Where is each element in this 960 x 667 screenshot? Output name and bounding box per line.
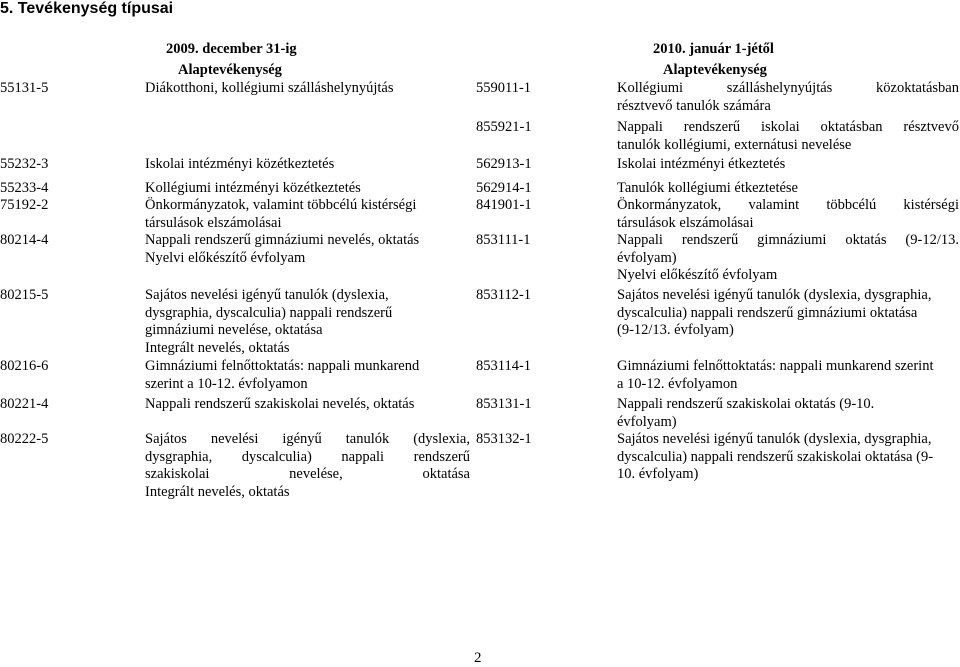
new-description-line: Nappali rendszerű gimnáziumi oktatás (9-12/13. xyxy=(617,232,959,248)
new-description-line: Kollégiumi szálláshelynyújtás közoktatásban xyxy=(617,80,959,96)
new-description-line: Nappali rendszerű szakiskolai oktatás (9-10. xyxy=(617,396,875,412)
old-description-line: dysgraphia, dyscalculia) nappali rendszerű xyxy=(145,304,393,321)
old-code: 55232-3 xyxy=(0,156,49,172)
old-description-line: Integrált nevelés, oktatás xyxy=(145,339,290,356)
right-column-subtitle: Alaptevékenység xyxy=(663,62,767,78)
section-heading: 5. Tevékenység típusai xyxy=(0,0,174,17)
old-code: 80222-5 xyxy=(0,431,49,447)
new-code: 855921-1 xyxy=(476,119,532,135)
new-description-line: 10. évfolyam) xyxy=(617,466,699,482)
new-description xyxy=(617,358,959,393)
old-description-line: szerint a 10-12. évfolyamon xyxy=(145,375,308,392)
old-description-line: Kollégiumi intézményi közétkeztetés xyxy=(145,180,361,196)
old-description xyxy=(145,396,470,414)
new-description-line: Nappali rendszerű iskolai oktatásban résztvevő xyxy=(617,119,959,135)
new-description xyxy=(617,396,959,431)
new-description-line: dyscalculia) nappali rendszerű gimnáziumi oktatása xyxy=(617,304,918,321)
new-code: 841901-1 xyxy=(476,197,532,213)
new-description xyxy=(617,232,959,285)
old-description-line: Önkormányzatok, valamint többcélú kistérségi xyxy=(145,197,417,213)
new-code: 853112-1 xyxy=(476,287,532,303)
new-description-line: Iskolai intézményi étkeztetés xyxy=(617,156,786,172)
old-code: 55131-5 xyxy=(0,80,49,96)
page-number: 2 xyxy=(474,650,482,666)
old-description xyxy=(145,287,470,357)
new-code: 853114-1 xyxy=(476,358,532,374)
old-description-line: Nappali rendszerű gimnáziumi nevelés, oktatás xyxy=(145,232,420,248)
new-description xyxy=(617,156,959,174)
old-code: 80221-4 xyxy=(0,396,49,412)
old-description-line: dysgraphia, dyscalculia) nappali rendszerű xyxy=(145,448,470,465)
new-code: 559011-1 xyxy=(476,80,532,96)
old-description-line: Integrált nevelés, oktatás xyxy=(145,483,290,500)
new-description-line: tanulók kollégiumi, externátusi nevelése xyxy=(617,136,852,153)
old-code: 55233-4 xyxy=(0,180,49,196)
new-code: 562913-1 xyxy=(476,156,532,172)
right-column-title: 2010. január 1-jétől xyxy=(653,41,774,57)
old-description xyxy=(145,197,470,232)
new-description-line: Önkormányzatok, valamint többcélú kistérségi xyxy=(617,197,959,213)
new-description xyxy=(617,180,959,198)
new-code: 853111-1 xyxy=(476,232,531,248)
left-column-subtitle: Alaptevékenység xyxy=(178,62,282,78)
new-description xyxy=(617,80,959,115)
old-code: 80214-4 xyxy=(0,232,49,248)
old-description-line: Iskolai intézményi közétkeztetés xyxy=(145,156,335,172)
new-description-line: évfolyam) xyxy=(617,249,677,266)
old-description xyxy=(145,80,470,98)
old-description-line: társulások elszámolásai xyxy=(145,214,282,231)
old-description-line: Nappali rendszerű szakiskolai nevelés, oktatás xyxy=(145,396,415,412)
new-description xyxy=(617,431,959,484)
new-description-line: társulások elszámolásai xyxy=(617,214,754,231)
old-code: 80216-6 xyxy=(0,358,49,374)
new-description-line: (9-12/13. évfolyam) xyxy=(617,322,734,338)
new-description-line: Tanulók kollégiumi étkeztetése xyxy=(617,180,798,196)
old-description xyxy=(145,180,470,198)
new-description-line: dyscalculia) nappali rendszerű szakiskolai oktatása (9- xyxy=(617,448,934,465)
new-description xyxy=(617,197,959,232)
new-description-line: Nyelvi előkészítő évfolyam xyxy=(617,267,778,283)
old-description-line: gimnáziumi nevelése, oktatása xyxy=(145,322,323,338)
old-description-line: Sajátos nevelési igényű tanulók (dyslexia, xyxy=(145,431,470,447)
new-description-line: Sajátos nevelési igényű tanulók (dyslexia, dysgraphia, xyxy=(617,431,932,447)
old-description xyxy=(145,431,470,501)
new-description xyxy=(617,119,959,154)
old-code: 75192-2 xyxy=(0,197,49,213)
new-description-line: évfolyam) xyxy=(617,413,677,430)
new-code: 853132-1 xyxy=(476,431,532,447)
old-description-line: Diákotthoni, kollégiumi szálláshelynyújtás xyxy=(145,80,394,96)
new-code: 562914-1 xyxy=(476,180,532,196)
old-description-line: Nyelvi előkészítő évfolyam xyxy=(145,249,306,266)
new-description-line: Gimnáziumi felnőttoktatás: nappali munkarend szerint xyxy=(617,358,934,374)
new-description-line: Sajátos nevelési igényű tanulók (dyslexia, dysgraphia, xyxy=(617,287,932,303)
old-code: 80215-5 xyxy=(0,287,49,303)
old-description-line: Sajátos nevelési igényű tanulók (dyslexia, xyxy=(145,287,389,303)
new-description xyxy=(617,287,959,340)
old-description xyxy=(145,232,470,267)
old-description-line: szakiskolai nevelése, oktatása xyxy=(145,466,470,482)
old-description-line: Gimnáziumi felnőttoktatás: nappali munkarend xyxy=(145,358,420,374)
old-description xyxy=(145,358,470,393)
left-column-title: 2009. december 31-ig xyxy=(166,41,297,57)
new-description-line: a 10-12. évfolyamon xyxy=(617,375,738,392)
new-code: 853131-1 xyxy=(476,396,532,412)
new-description-line: résztvevő tanulók számára xyxy=(617,97,771,114)
old-description xyxy=(145,156,470,174)
